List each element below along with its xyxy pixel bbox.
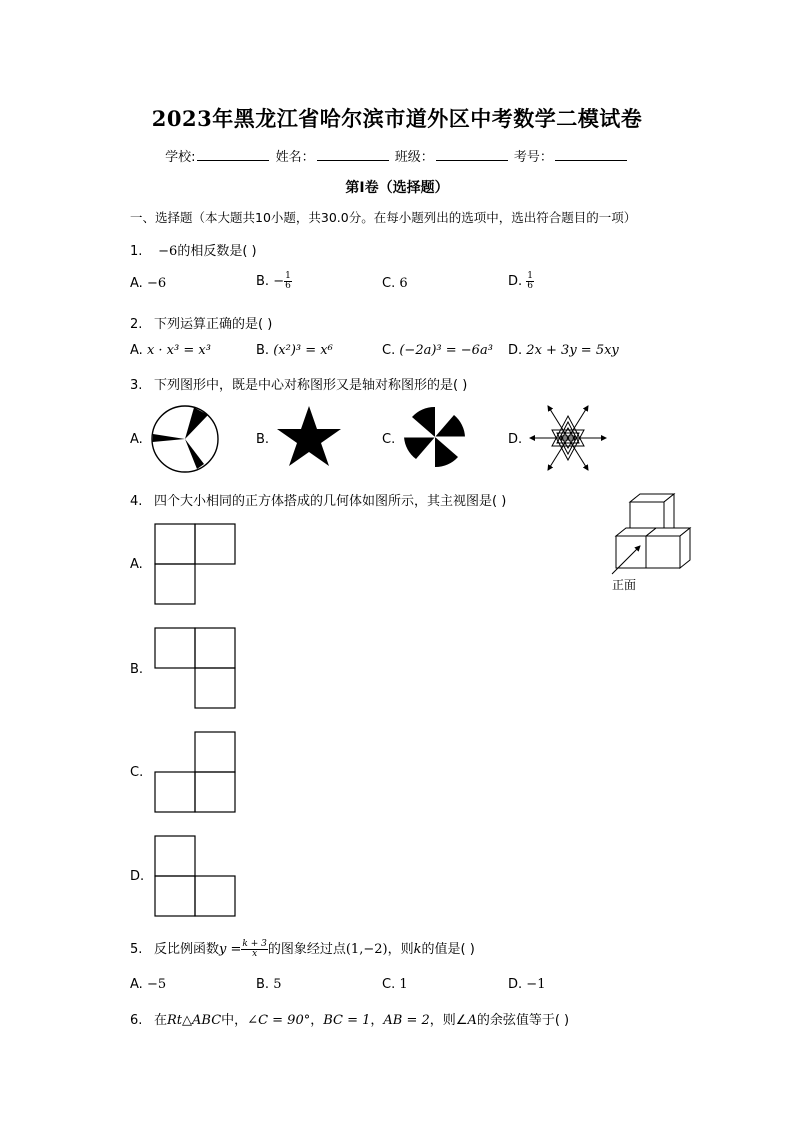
question-math: −6 xyxy=(158,244,178,259)
view-b-icon xyxy=(154,627,238,711)
star-figure-icon xyxy=(276,404,342,468)
question-stem: 下列图形中，既是中心对称图形又是轴对称图形的是( ) xyxy=(154,378,468,393)
name-blank[interactable] xyxy=(317,148,389,161)
option-a[interactable] xyxy=(130,343,211,358)
option-label: B. xyxy=(256,432,270,447)
school-label: 学校: xyxy=(165,150,196,165)
question-stem: 的余弦值等于( ) xyxy=(476,1013,570,1028)
option-sign: − xyxy=(273,274,285,289)
option-label: D. xyxy=(508,343,523,358)
fraction-denominator: 6 xyxy=(527,281,534,291)
option-d[interactable] xyxy=(508,272,534,291)
question-5 xyxy=(130,938,475,959)
question-math: k xyxy=(413,942,422,957)
option-value: −1 xyxy=(526,977,546,992)
option-label: D. xyxy=(508,432,523,447)
name-label: 姓名： xyxy=(275,150,315,165)
question-stem: ， xyxy=(310,1013,324,1028)
fraction-denominator: 6 xyxy=(285,281,291,291)
part-one-heading: 一、选择题（本大题共10小题，共30.0分。在每小题列出的选项中，选出符合题目的一项） xyxy=(130,210,637,225)
fraction-numerator: k + 3 xyxy=(242,939,267,949)
question-number: 3. xyxy=(130,378,143,393)
question-1 xyxy=(130,240,257,259)
fraction-numerator: 1 xyxy=(285,271,291,281)
fraction xyxy=(284,272,292,291)
option-label: B. xyxy=(130,662,144,677)
class-label: 班级： xyxy=(394,150,434,165)
option-label: A. xyxy=(130,343,143,358)
option-c[interactable] xyxy=(130,765,143,780)
option-b[interactable] xyxy=(256,432,269,447)
question-2 xyxy=(130,313,272,332)
option-label: B. xyxy=(256,274,270,289)
fraction-denominator: x xyxy=(252,949,258,959)
option-label: C. xyxy=(382,343,396,358)
option-value: 2x + 3y = 5xy xyxy=(526,343,619,358)
pie-figure-icon xyxy=(150,404,222,474)
option-c[interactable] xyxy=(382,343,493,358)
question-4 xyxy=(130,490,506,509)
page-title: 2023年黑龙江省哈尔滨市道外区中考数学二模试卷 xyxy=(151,106,643,131)
option-d[interactable] xyxy=(508,977,545,992)
option-value: −5 xyxy=(146,977,167,992)
option-b[interactable] xyxy=(256,977,281,992)
school-blank[interactable] xyxy=(197,148,269,161)
option-a[interactable] xyxy=(130,276,166,291)
view-d-icon xyxy=(154,835,238,919)
option-label: A. xyxy=(130,276,143,291)
question-6 xyxy=(130,1009,569,1028)
option-value: 6 xyxy=(399,276,408,291)
option-label: C. xyxy=(130,765,144,780)
option-a[interactable] xyxy=(130,557,143,572)
question-number: 2. xyxy=(130,317,143,332)
student-info-line xyxy=(0,146,794,165)
option-label: A. xyxy=(130,557,143,572)
exam-no-blank[interactable] xyxy=(555,148,627,161)
option-label: C. xyxy=(382,276,396,291)
option-d[interactable] xyxy=(508,343,619,358)
option-label: C. xyxy=(382,977,396,992)
question-math: (1,−2) xyxy=(345,942,388,957)
option-value: 5 xyxy=(273,977,282,992)
option-value: x · x³ = x³ xyxy=(146,343,211,358)
option-c[interactable] xyxy=(382,276,408,291)
option-b[interactable] xyxy=(256,343,333,358)
cube-stack-figure-icon xyxy=(606,490,696,590)
option-label: A. xyxy=(130,432,143,447)
question-3 xyxy=(130,374,467,393)
fraction xyxy=(526,272,534,291)
question-math: y = xyxy=(219,942,242,957)
question-stem: 在 xyxy=(154,1013,168,1028)
option-c[interactable] xyxy=(382,977,408,992)
option-label: C. xyxy=(382,432,396,447)
question-number: 5. xyxy=(130,942,143,957)
option-a[interactable] xyxy=(130,432,143,447)
option-label: B. xyxy=(256,977,270,992)
option-value: −6 xyxy=(146,276,167,291)
question-stem: 四个大小相同的正方体搭成的几何体如图所示，其主视图是( ) xyxy=(154,494,507,509)
class-blank[interactable] xyxy=(436,148,508,161)
question-stem: ，则 xyxy=(387,942,414,957)
option-d[interactable] xyxy=(130,869,144,884)
pinwheel-figure-icon xyxy=(402,405,468,469)
fraction xyxy=(241,940,267,959)
option-value: 1 xyxy=(399,977,408,992)
fraction-numerator: 1 xyxy=(527,271,534,281)
question-stem: 的值是( ) xyxy=(421,942,475,957)
hexagram-arrows-figure-icon xyxy=(528,404,608,472)
question-math: AB = 2 xyxy=(383,1013,430,1028)
option-a[interactable] xyxy=(130,977,166,992)
section-title: 第I卷（选择题） xyxy=(345,180,449,196)
question-stem: 中， xyxy=(221,1013,248,1028)
option-label: D. xyxy=(508,274,523,289)
question-number: 6. xyxy=(130,1013,143,1028)
question-math: A xyxy=(467,1013,477,1028)
option-label: B. xyxy=(256,343,270,358)
option-c[interactable] xyxy=(382,432,395,447)
question-stem: 的相反数是( ) xyxy=(177,244,257,259)
view-a-icon xyxy=(154,523,238,607)
option-b[interactable] xyxy=(130,662,143,677)
option-label: D. xyxy=(130,869,145,884)
option-label: A. xyxy=(130,977,143,992)
question-number: 4. xyxy=(130,494,143,509)
option-b[interactable] xyxy=(256,272,292,291)
question-math: BC = 1 xyxy=(323,1013,371,1028)
view-c-icon xyxy=(154,731,238,815)
question-stem: ， xyxy=(370,1013,384,1028)
question-math: Rt△ABC xyxy=(167,1013,222,1028)
question-stem: 的图象经过点 xyxy=(267,942,346,957)
question-stem: 反比例函数 xyxy=(154,942,220,957)
option-d[interactable] xyxy=(508,432,522,447)
option-label: D. xyxy=(508,977,523,992)
question-stem: ，则∠ xyxy=(429,1013,468,1028)
question-stem: 下列运算正确的是( ) xyxy=(154,317,273,332)
question-number: 1. xyxy=(130,244,143,259)
front-view-label: 正面 xyxy=(612,578,637,592)
exam-no-label: 考号： xyxy=(513,150,553,165)
option-value: (−2a)³ = −6a³ xyxy=(399,343,493,358)
question-math: ∠C = 90° xyxy=(247,1013,311,1028)
option-value: (x²)³ = x⁶ xyxy=(273,343,333,358)
